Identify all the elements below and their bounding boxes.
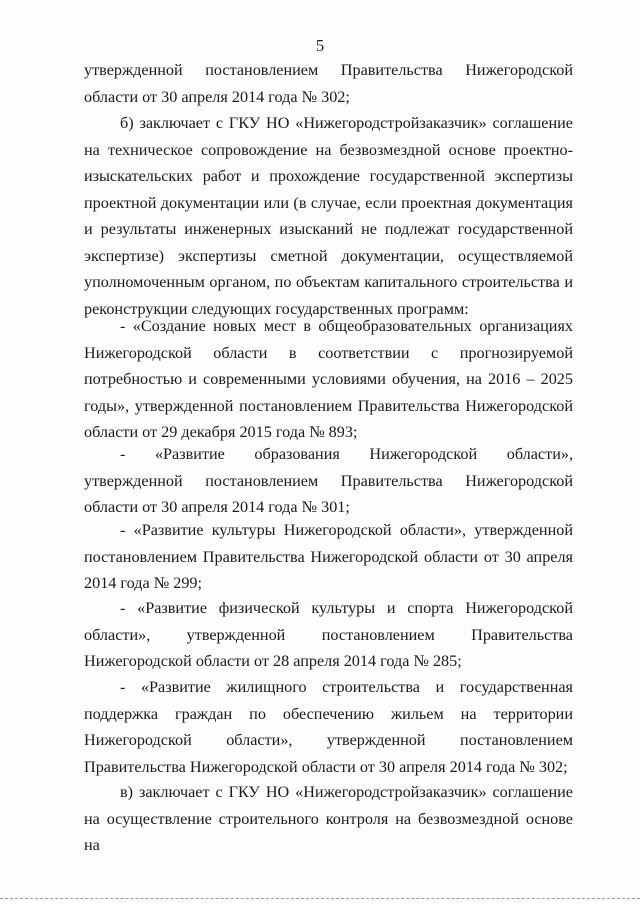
paragraph-item-b: б) заключает с ГКУ НО «Нижегородстройзаказчик» соглашение на техническое сопровождение на безвозмездной основе проектно-изыскательских работ и прохождение государственной экспертизы проектной документации или (в случае, если проектная документация и результаты инженерных изысканий не подлежат государственной экспертизе) экспертизы сметной документации, осуществляемой уполномоченным органом, по объектам капитального строительства и реконструкции следующих государственных программ:	[84, 114, 573, 318]
paragraph-program-education: - «Развитие образования Нижегородской области», утвержденной постановлением Правительства Нижегородской области от 30 апреля 2014 года № 301;	[84, 445, 573, 516]
page-bottom-edge	[0, 898, 640, 899]
paragraph-program-housing: - «Развитие жилищного строительства и государственная поддержка граждан по обеспечению жильем на территории Нижегородской области», утвержденной постановлением Правительства Нижегородской области от 30 апреля 2014 года № 302;	[84, 678, 573, 776]
paragraph-item-v: в) заключает с ГКУ НО «Нижегородстройзаказчик» соглашение на осуществление строительного контроля на безвозмездной основе на	[84, 783, 573, 854]
paragraph-continuation: утвержденной постановлением Правительства Нижегородской области от 30 апреля 2014 года № 302;	[84, 61, 573, 106]
paragraph-program-new-school-places: - «Создание новых мест в общеобразовательных организациях Нижегородской области в соответствии с прогнозируемой потребностью и современными условиями обучения, на 2016 – 2025 годы», утвержденной постановлением Правительства Нижегородской области от 29 декабря 2015 года № 893;	[84, 317, 573, 441]
page-number: 5	[315, 36, 325, 55]
paragraph-program-sport: - «Развитие физической культуры и спорта Нижегородской области», утвержденной постановлением Правительства Нижегородской области от 28 апреля 2014 года № 285;	[84, 599, 573, 670]
paragraph-program-culture: - «Развитие культуры Нижегородской области», утвержденной постановлением Правительства Нижегородской области от 30 апреля 2014 года № 299;	[84, 521, 573, 592]
